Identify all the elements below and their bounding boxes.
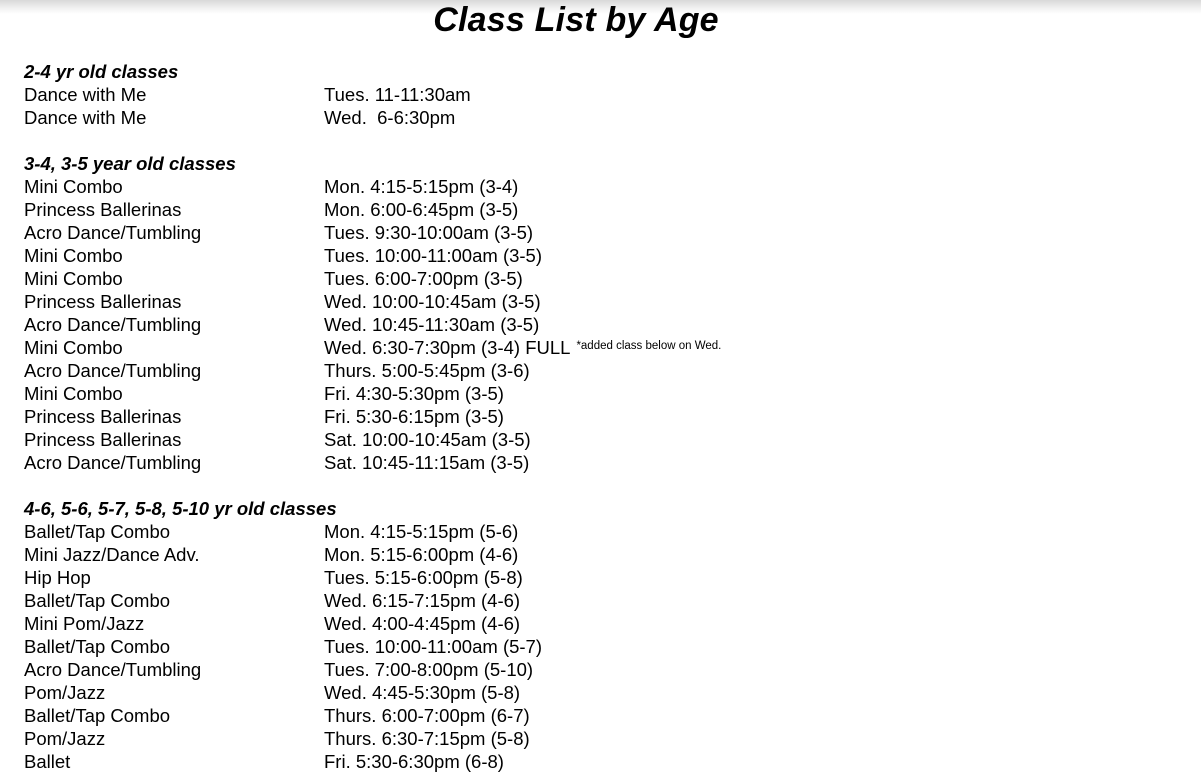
class-row xyxy=(24,543,1184,566)
section-4-10 xyxy=(24,497,1184,773)
class-name: Mini Pom/Jazz xyxy=(24,613,145,634)
class-time: Thurs. 5:00-5:45pm (3-6) xyxy=(324,360,530,381)
class-row xyxy=(24,520,1184,543)
class-name: Mini Jazz/Dance Adv. xyxy=(24,544,200,565)
class-list xyxy=(24,60,1184,776)
class-name: Ballet/Tap Combo xyxy=(24,705,171,726)
class-row xyxy=(24,244,1184,267)
class-name: Mini Combo xyxy=(24,245,123,266)
class-name: Hip Hop xyxy=(24,567,91,588)
class-name: Acro Dance/Tumbling xyxy=(24,659,202,680)
class-row xyxy=(24,750,1184,773)
class-row xyxy=(24,704,1184,727)
class-name: Acro Dance/Tumbling xyxy=(24,222,202,243)
section-3-5 xyxy=(24,152,1184,474)
class-name: Acro Dance/Tumbling xyxy=(24,314,202,335)
class-time: Tues. 6:00-7:00pm (3-5) xyxy=(324,268,523,289)
class-name: Princess Ballerinas xyxy=(24,199,182,220)
class-row xyxy=(24,221,1184,244)
class-row xyxy=(24,83,1184,106)
class-row xyxy=(24,681,1184,704)
class-time: Thurs. 6:00-7:00pm (6-7) xyxy=(324,705,530,726)
class-name: Princess Ballerinas xyxy=(24,291,182,312)
class-time: Sat. 10:00-10:45am (3-5) xyxy=(324,429,531,450)
class-time: Tues. 10:00-11:00am (3-5) xyxy=(324,245,542,266)
class-row xyxy=(24,451,1184,474)
section-2-4 xyxy=(24,60,1184,129)
class-row xyxy=(24,382,1184,405)
class-name: Dance with Me xyxy=(24,107,147,128)
class-time: Wed. 6-6:30pm xyxy=(324,107,456,128)
class-row xyxy=(24,658,1184,681)
class-time: Wed. 10:45-11:30am (3-5) xyxy=(324,314,540,335)
class-name: Ballet xyxy=(24,751,71,772)
class-time: Sat. 10:45-11:15am (3-5) xyxy=(324,452,530,473)
class-time: Fri. 4:30-5:30pm (3-5) xyxy=(324,383,504,404)
class-name: Dance with Me xyxy=(24,84,147,105)
section-heading: 4-6, 5-6, 5-7, 5-8, 5-10 yr old classes xyxy=(24,498,337,519)
class-time: Mon. 4:15-5:15pm (5-6) xyxy=(324,521,519,542)
class-time: Tues. 9:30-10:00am (3-5) xyxy=(324,222,534,243)
class-name: Mini Combo xyxy=(24,268,123,289)
class-name: Acro Dance/Tumbling xyxy=(24,360,202,381)
page-title: Class List by Age xyxy=(433,1,719,39)
class-name: Ballet/Tap Combo xyxy=(24,521,171,542)
class-time: Tues. 10:00-11:00am (5-7) xyxy=(324,636,542,657)
class-row xyxy=(24,405,1184,428)
class-name: Pom/Jazz xyxy=(24,728,106,749)
class-row xyxy=(24,267,1184,290)
class-row xyxy=(24,589,1184,612)
class-name: Mini Combo xyxy=(24,337,123,358)
class-time: Wed. 6:30-7:30pm (3-4) FULL xyxy=(324,337,571,358)
class-time: Mon. 5:15-6:00pm (4-6) xyxy=(324,544,519,565)
class-row xyxy=(24,313,1184,336)
class-row xyxy=(24,359,1184,382)
class-time: Thurs. 6:30-7:15pm (5-8) xyxy=(324,728,530,749)
class-row xyxy=(24,198,1184,221)
section-heading: 3-4, 3-5 year old classes xyxy=(24,153,236,174)
class-time: Tues. 11-11:30am xyxy=(324,84,471,105)
class-time: Mon. 4:15-5:15pm (3-4) xyxy=(324,176,519,197)
class-time: Fri. 5:30-6:30pm (6-8) xyxy=(324,751,504,772)
class-row xyxy=(24,106,1184,129)
class-time: Tues. 5:15-6:00pm (5-8) xyxy=(324,567,523,588)
class-name: Mini Combo xyxy=(24,383,123,404)
class-row xyxy=(24,428,1184,451)
class-row xyxy=(24,175,1184,198)
class-time: Wed. 4:45-5:30pm (5-8) xyxy=(324,682,521,703)
class-name: Pom/Jazz xyxy=(24,682,106,703)
class-time: Wed. 10:00-10:45am (3-5) xyxy=(324,291,541,312)
class-name: Princess Ballerinas xyxy=(24,406,182,427)
class-name: Acro Dance/Tumbling xyxy=(24,452,202,473)
class-row xyxy=(24,566,1184,589)
class-row xyxy=(24,290,1184,313)
class-name: Mini Combo xyxy=(24,176,123,197)
class-row xyxy=(24,336,1184,359)
class-note: *added class below on Wed. xyxy=(576,340,722,352)
class-name: Ballet/Tap Combo xyxy=(24,636,171,657)
class-row xyxy=(24,635,1184,658)
class-time: Tues. 7:00-8:00pm (5-10) xyxy=(324,659,534,680)
class-time: Mon. 6:00-6:45pm (3-5) xyxy=(324,199,519,220)
class-time: Wed. 4:00-4:45pm (4-6) xyxy=(324,613,521,634)
class-time: Wed. 6:15-7:15pm (4-6) xyxy=(324,590,521,611)
class-name: Ballet/Tap Combo xyxy=(24,590,171,611)
class-time: Fri. 5:30-6:15pm (3-5) xyxy=(324,406,504,427)
class-name: Princess Ballerinas xyxy=(24,429,182,450)
class-row xyxy=(24,612,1184,635)
class-row xyxy=(24,727,1184,750)
section-heading: 2-4 yr old classes xyxy=(24,61,179,82)
